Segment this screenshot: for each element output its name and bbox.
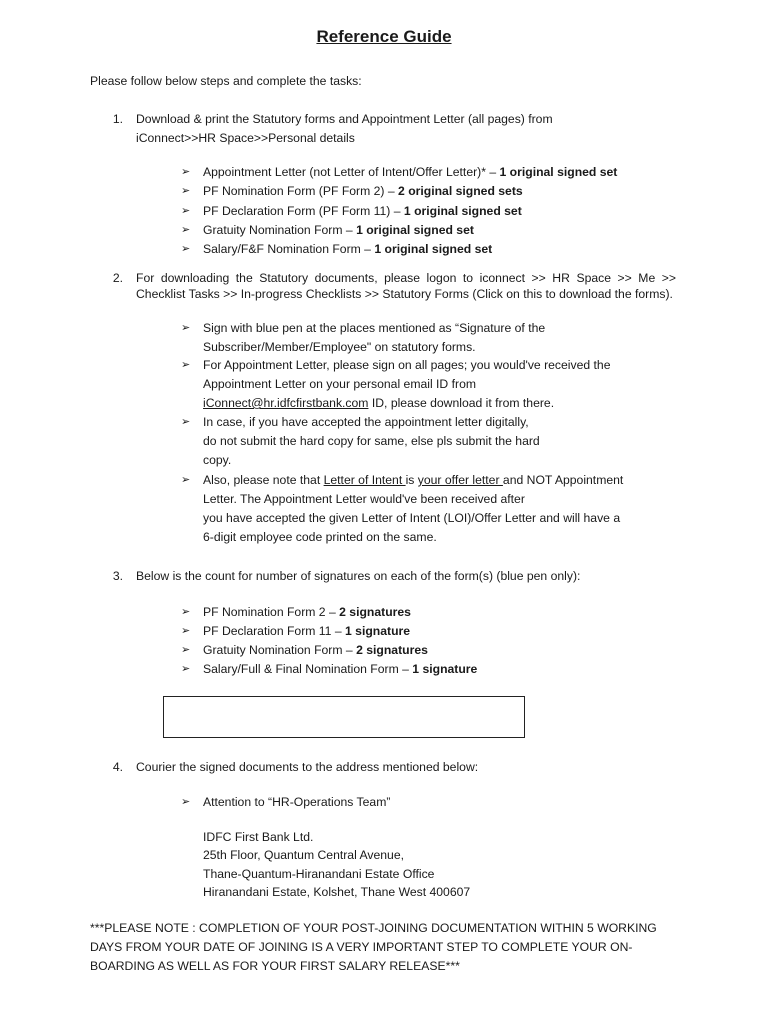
bullet-arrow-icon: ➢ [181,606,191,618]
bullet-arrow-icon: ➢ [181,185,191,197]
step-4-text: Courier the signed documents to the address mentioned below: [136,760,479,774]
important-note: ***PLEASE NOTE : COMPLETION OF YOUR POST-JOINING DOCUMENTATION WITHIN 5 WORKING DAYS FROM YOUR DATE OF JOINING IS A VERY IMPORTANT STEP TO COMPLETE YOUR ON-BOARDING AS WELL AS FOR YOUR FIRST SALARY RELEASE*** [90,921,657,973]
bullet-arrow-icon: ➢ [181,474,191,486]
step-1-item: Gratuity Nomination Form – 1 original signed set [203,223,474,237]
step-1-item: Salary/F&F Nomination Form – 1 original signed set [203,242,493,256]
step-3-item: PF Nomination Form 2 – 2 signatures [203,605,411,619]
step-1-number: 1. [112,112,123,126]
bullet-arrow-icon: ➢ [181,322,191,334]
step-3-text: Below is the count for number of signatures on each of the form(s) (blue pen only): [136,569,581,583]
step-1-item: PF Nomination Form (PF Form 2) – 2 original signed sets [203,184,523,198]
step-2-bullet-4-line-2: Letter. The Appointment Letter would've been received after [203,492,525,506]
step-2-bullet-2-line-3: iConnect@hr.idfcfirstbank.com ID, please download it from there. [203,396,555,410]
address-line: Thane-Quantum-Hiranandani Estate Office [203,867,435,881]
step-2-text: For downloading the Statutory documents, please logon to iconnect >> HR Space >> Me >> Checklist Tasks >> In-progress Checklists >> Statutory Forms (Click on this to download the forms). [136,271,676,301]
bullet-arrow-icon: ➢ [181,166,191,178]
step-3-item: PF Declaration Form 11 – 1 signature [203,624,411,638]
bullet-arrow-icon: ➢ [181,644,191,656]
step-2-bullet-4-line-3: you have accepted the given Letter of Intent (LOI)/Offer Letter and will have a [203,511,621,525]
step-1-item: Appointment Letter (not Letter of Intent/Offer Letter)* – 1 original signed set [203,165,618,179]
address-line: IDFC First Bank Ltd. [203,830,314,844]
step-3-number: 3. [112,569,123,583]
address-line: 25th Floor, Quantum Central Avenue, [203,848,404,862]
step-1-item: PF Declaration Form (PF Form 11) – 1 original signed set [203,204,522,218]
attention-line: Attention to “HR-Operations Team” [203,795,391,809]
empty-box [163,696,525,738]
bullet-arrow-icon: ➢ [181,359,191,371]
bullet-arrow-icon: ➢ [181,243,191,255]
step-2-number: 2. [112,271,123,285]
address-line: Hiranandani Estate, Kolshet, Thane West 400607 [203,885,471,899]
bullet-arrow-icon: ➢ [181,224,191,236]
step-2-bullet-1-line-2: Subscriber/Member/Employee" on statutory forms. [203,340,476,354]
step-2-bullet-4-line-4: 6-digit employee code printed on the same. [203,530,437,544]
bullet-arrow-icon: ➢ [181,625,191,637]
bullet-arrow-icon: ➢ [181,205,191,217]
bullet-arrow-icon: ➢ [181,796,191,808]
step-2-bullet-4-line-1: Also, please note that Letter of Intent is your offer letter and NOT Appointment [203,473,624,487]
step-3-item: Salary/Full & Final Nomination Form – 1 signature [203,662,478,676]
bullet-arrow-icon: ➢ [181,663,191,675]
step-2-bullet-3-line-1: In case, if you have accepted the appointment letter digitally, [203,415,529,429]
step-1-line-1: Download & print the Statutory forms and Appointment Letter (all pages) from [136,112,553,126]
page-title: Reference Guide [316,27,452,46]
step-2-bullet-1-line-1: Sign with blue pen at the places mentioned as “Signature of the [203,321,546,335]
step-4-number: 4. [112,760,123,774]
step-2-bullet-3-line-2: do not submit the hard copy for same, else pls submit the hard [203,434,540,448]
bullet-arrow-icon: ➢ [181,416,191,428]
intro-text: Please follow below steps and complete the tasks: [90,74,362,88]
step-1-line-2: iConnect>>HR Space>>Personal details [136,131,355,145]
step-2-bullet-2-line-1: For Appointment Letter, please sign on all pages; you would've received the [203,358,611,372]
step-2-bullet-3-line-3: copy. [203,453,232,467]
step-3-item: Gratuity Nomination Form – 2 signatures [203,643,428,657]
email-link[interactable]: iConnect@hr.idfcfirstbank.com [203,396,369,410]
step-2-bullet-2-line-2: Appointment Letter on your personal email ID from [203,377,476,391]
